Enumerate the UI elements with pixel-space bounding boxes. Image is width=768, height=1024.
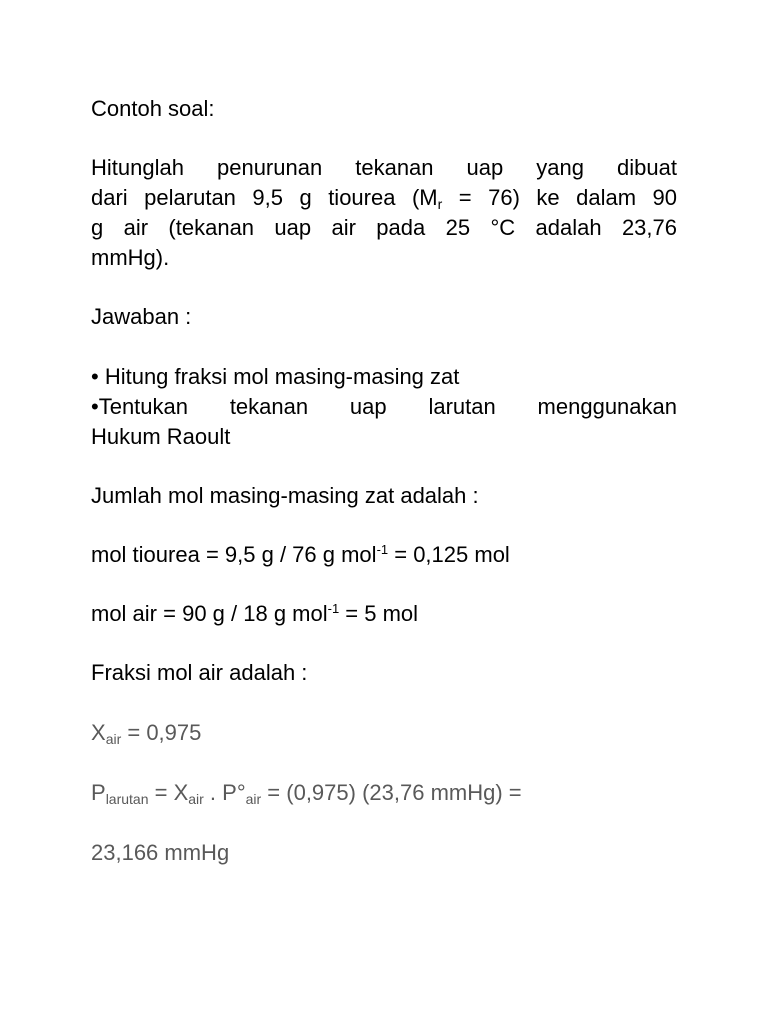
question-line-3: g air (tekanan uap air pada 25 °C adalah 23,76 (91, 215, 677, 240)
p-eq-part-2: . P° (203, 780, 246, 805)
mol-air (91, 599, 677, 629)
step-2-line-1: •Tentukan tekanan uap larutan menggunakan (91, 394, 677, 419)
fraction-intro: Fraksi mol air adalah : (91, 660, 308, 685)
question-line-2-rest: = 76) ke dalam 90 (442, 185, 677, 210)
p0-air-subscript: air (245, 791, 262, 807)
x-symbol: X (91, 720, 106, 745)
question-line-1: Hitunglah penurunan tekanan uap yang dibuat (91, 155, 677, 180)
x-air-subscript-2: air (188, 791, 204, 807)
x-air-subscript: air (105, 731, 122, 747)
question-line-4: mmHg). (91, 245, 170, 270)
mol-tiourea (91, 540, 677, 570)
question-line-2 (91, 183, 677, 213)
answer-label: Jawaban : (91, 304, 192, 329)
question-line-2-text: dari pelarutan 9,5 g tiourea (M (91, 185, 438, 210)
p-eq-part-1: = X (148, 780, 189, 805)
mol-air-result: = 5 mol (339, 601, 419, 626)
mol-tiourea-result: = 0,125 mol (388, 542, 510, 567)
p-larutan-subscript: larutan (105, 791, 149, 807)
step-2-line-2: Hukum Raoult (91, 424, 231, 449)
mr-subscript: r (437, 196, 443, 212)
x-air-value: = 0,975 (121, 720, 202, 745)
p-symbol: P (91, 780, 106, 805)
p-eq-part-3: = (0,975) (23,76 mmHg) = (261, 780, 522, 805)
mol-air-text: mol air = 90 g / 18 g mol (91, 601, 328, 626)
result-value: 23,166 mmHg (91, 840, 230, 865)
mol-intro: Jumlah mol masing-masing zat adalah : (91, 483, 479, 508)
step-1: • Hitung fraksi mol masing-masing zat (91, 364, 460, 389)
mol-tiourea-exponent: -1 (376, 542, 389, 557)
heading: Contoh soal: (91, 96, 215, 121)
x-air-equation (91, 718, 677, 748)
mol-air-exponent: -1 (327, 601, 340, 616)
p-larutan-equation (91, 778, 677, 808)
mol-tiourea-text: mol tiourea = 9,5 g / 76 g mol (91, 542, 377, 567)
